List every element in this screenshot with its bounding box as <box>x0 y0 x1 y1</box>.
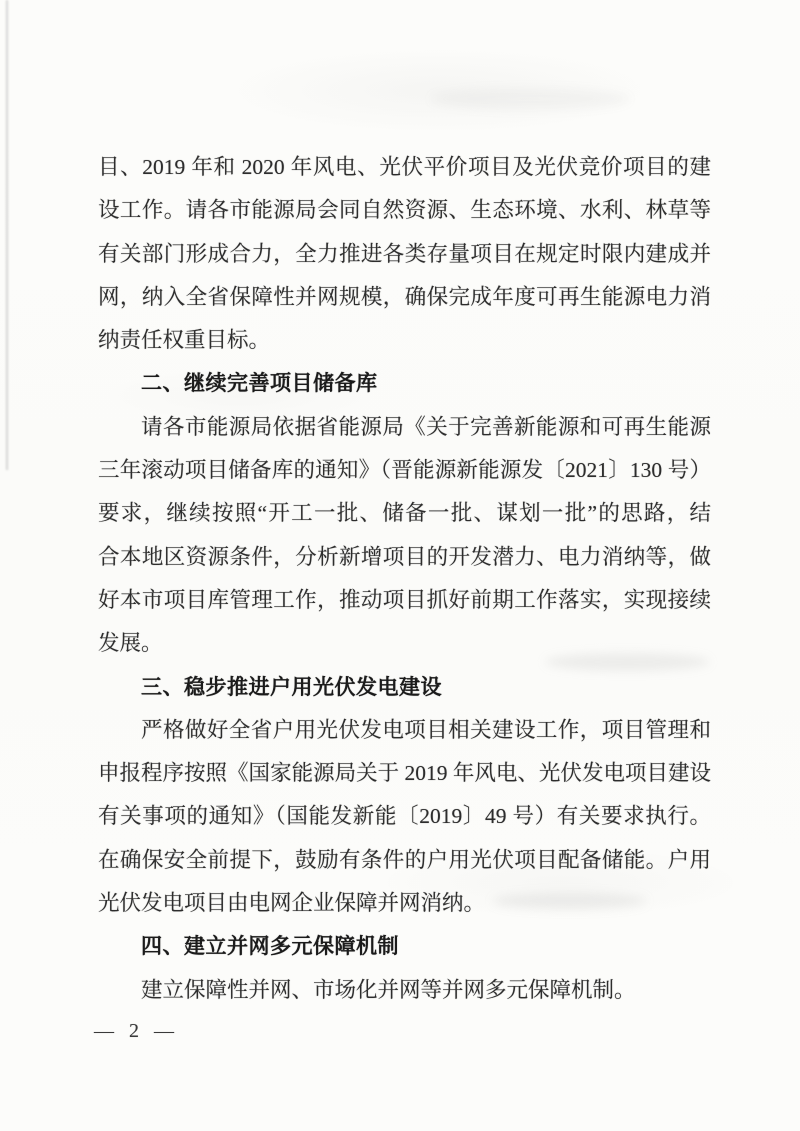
ink-bleedthrough-smudge <box>430 88 630 110</box>
page-number: — 2 — <box>94 1020 179 1042</box>
text-line: 申报程序按照《国家能源局关于 2019 年风电、光伏发电项目建设 <box>98 761 711 786</box>
text-line: 网，纳入全省保障性并网规模，确保完成年度可再生能源电力消 <box>98 284 711 309</box>
text-line: 在确保安全前提下，鼓励有条件的户用光伏项目配备储能。户用 <box>98 847 711 872</box>
text-line: 纳责任权重目标。 <box>98 328 271 353</box>
document-body <box>98 146 711 1012</box>
text-line: 有关部门形成合力，全力推进各类存量项目在规定时限内建成并 <box>98 241 711 266</box>
text-line: 合本地区资源条件，分析新增项目的开发潜力、电力消纳等，做 <box>98 544 711 569</box>
text-line: 好本市项目库管理工作，推动项目抓好前期工作落实，实现接续 <box>98 587 711 612</box>
text-line: 光伏发电项目由电网企业保障并网消纳。 <box>98 891 486 916</box>
scan-edge-artifact <box>6 0 8 470</box>
text-line: 有关事项的通知》（国能发新能〔2019〕49 号）有关要求执行。 <box>98 804 711 829</box>
text-line: 目、2019 年和 2020 年风电、光伏平价项目及光伏竞价项目的建 <box>98 155 711 179</box>
section-heading: 二、继续完善项目储备库 <box>141 372 378 396</box>
text-line: 设工作。请各市能源局会同自然资源、生态环境、水利、林草等 <box>98 198 711 223</box>
text-line: 发展。 <box>98 631 163 656</box>
text-line: 严格做好全省户用光伏发电项目相关建设工作，项目管理和 <box>141 717 711 742</box>
text-line: 要求，继续按照“开工一批、储备一批、谋划一批”的思路，结 <box>98 501 711 526</box>
section-heading: 三、稳步推进户用光伏发电建设 <box>141 675 442 699</box>
text-line: 三年滚动项目储备库的通知》（晋能源新能源发〔2021〕130 号） <box>98 458 711 483</box>
section-heading: 四、建立并网多元保障机制 <box>141 935 399 959</box>
text-line: 建立保障性并网、市场化并网等并网多元保障机制。 <box>141 977 636 1002</box>
text-line: 请各市能源局依据省能源局《关于完善新能源和可再生能源 <box>141 414 711 439</box>
